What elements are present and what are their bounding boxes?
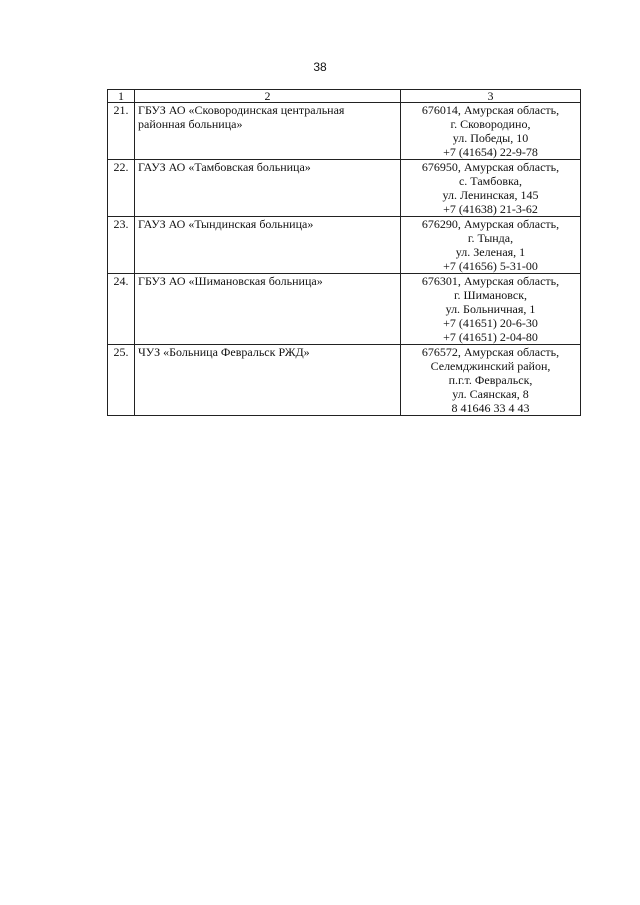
phone-line: +7 (41651) 2-04-80 (443, 330, 538, 344)
header-col-2: 2 (135, 90, 401, 103)
header-col-3: 3 (401, 90, 581, 103)
table-row (108, 160, 581, 217)
institution-name (135, 345, 401, 416)
address-line: 676301, Амурская область, (421, 274, 560, 288)
address-line: с. Тамбовка, (458, 174, 523, 188)
table-row (108, 345, 581, 416)
row-number: 23. (108, 217, 135, 274)
table-header-row (108, 90, 581, 103)
row-number: 25. (108, 345, 135, 416)
address-line: ул. Победы, 10 (452, 131, 529, 145)
address-line: ул. Ленинская, 145 (442, 188, 539, 202)
address-line: ул. Больничная, 1 (445, 302, 536, 316)
institution-name (135, 103, 401, 160)
name-line: районная больница» (138, 117, 243, 131)
address-line: 676572, Амурская область, (421, 345, 560, 359)
address-line: г. Тында, (467, 231, 514, 245)
table-row (108, 103, 581, 160)
header-col-1: 1 (108, 90, 135, 103)
address-line: 676014, Амурская область, (421, 103, 560, 117)
address-line: п.г.т. Февральск, (448, 373, 533, 387)
table-row (108, 217, 581, 274)
address-line: г. Сковородино, (450, 117, 531, 131)
row-number: 22. (108, 160, 135, 217)
institution-address (401, 345, 581, 416)
name-line: ГБУЗ АО «Сковородинская центральная (138, 103, 345, 117)
institution-name (135, 217, 401, 274)
address-line: 676290, Амурская область, (421, 217, 560, 231)
table-row (108, 274, 581, 345)
institution-address (401, 103, 581, 160)
address-line: 676950, Амурская область, (421, 160, 560, 174)
institution-address (401, 160, 581, 217)
phone-line: +7 (41638) 21-3-62 (443, 202, 538, 216)
address-line: г. Шимановск, (453, 288, 528, 302)
phone-line: 8 41646 33 4 43 (451, 401, 530, 415)
phone-line: +7 (41656) 5-31-00 (443, 259, 538, 273)
address-line: ул. Саянская, 8 (452, 387, 529, 401)
row-number: 21. (108, 103, 135, 160)
page-number: 38 (313, 60, 327, 74)
name-line: ЧУЗ «Больница Февральск РЖД» (138, 345, 310, 359)
name-line: ГАУЗ АО «Тындинская больница» (138, 217, 314, 231)
phone-line: +7 (41654) 22-9-78 (443, 145, 538, 159)
institution-address (401, 274, 581, 345)
institution-name (135, 160, 401, 217)
phone-line: +7 (41651) 20-6-30 (443, 316, 538, 330)
institution-address (401, 217, 581, 274)
address-line: ул. Зеленая, 1 (455, 245, 526, 259)
institution-name (135, 274, 401, 345)
address-line: Селемджинский район, (430, 359, 551, 373)
name-line: ГБУЗ АО «Шимановская больница» (138, 274, 323, 288)
hospital-table (107, 89, 581, 416)
row-number: 24. (108, 274, 135, 345)
name-line: ГАУЗ АО «Тамбовская больница» (138, 160, 311, 174)
